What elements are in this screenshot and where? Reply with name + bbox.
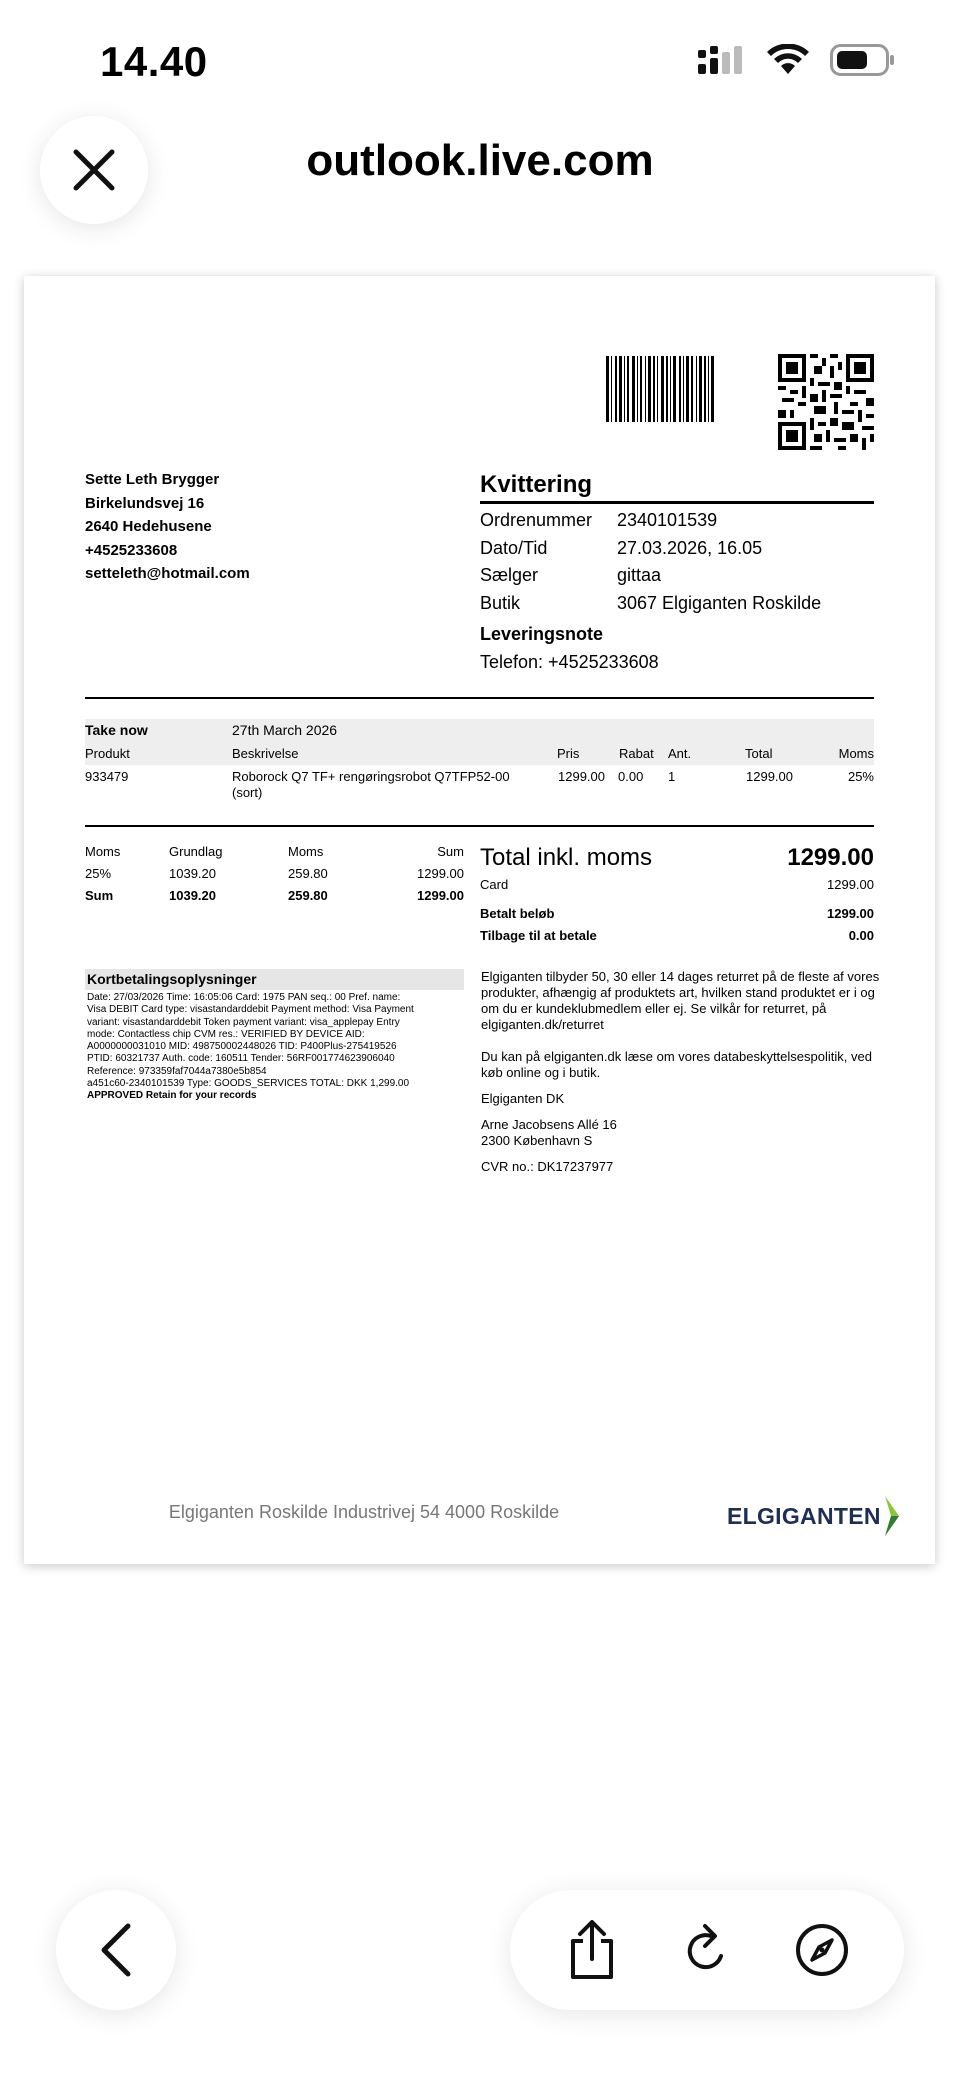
vat-col-moms2: Moms: [288, 844, 324, 859]
company-address-1: Arne Jacobsens Allé 16: [481, 1117, 617, 1132]
share-icon: [566, 1919, 618, 1981]
card-label: Card: [480, 877, 509, 892]
card-payment-line: A0000000031010 MID: 498750002448026 TID: P400Plus-275419526: [87, 1041, 397, 1053]
field-value: 3067 Elgiganten Roskilde: [617, 592, 822, 613]
footer-address: Elgiganten Roskilde Industrivej 54 4000 Roskilde: [168, 1502, 560, 1522]
vat-col-sum: Sum: [437, 844, 464, 859]
delivery-phone: Telefon: +4525233608: [480, 652, 659, 672]
item-total: 1299.00: [746, 769, 793, 784]
col-rabat: Rabat: [619, 746, 654, 761]
field-value: 27.03.2026, 16.05: [617, 537, 763, 558]
paid-label: Betalt beløb: [480, 906, 555, 921]
vat-sum-grundlag: 1039.20: [169, 888, 216, 903]
item-produkt: 933479: [85, 769, 129, 784]
col-beskrivelse: Beskrivelse: [232, 746, 299, 761]
card-payment-line: Reference: 973359faf7044a7380e5b854: [87, 1065, 267, 1077]
seller-row: [480, 562, 821, 590]
item-moms: 25%: [847, 769, 874, 784]
battery-icon: [830, 44, 896, 76]
field-label: Dato/Tid: [480, 537, 548, 558]
card-payment-title: Kortbetalingsoplysninger: [85, 969, 464, 990]
field-label: Ordrenummer: [480, 510, 593, 530]
back-button[interactable]: [56, 1890, 176, 2010]
privacy-policy: Du kan på elgiganten.dk læse om vores databeskyttelsespolitik, ved køb online og i butik.: [481, 1049, 872, 1080]
vat-rate: 25%: [85, 866, 112, 881]
vat-sum: 1299.00: [417, 866, 464, 881]
field-value: gittaa: [617, 565, 662, 585]
divider: [85, 697, 874, 699]
returns-policy: Elgiganten tilbyder 50, 30 eller 14 dages returret på de fleste af vores produkter, afhængig af produktets art, hvilken stand produktet er i og om du er kundeklubmedlem eller ej. Se vilkår for returret, på elgiganten.dk/returret: [481, 969, 880, 1032]
browser-toolbar: [510, 1890, 904, 2010]
signal-icon: [698, 44, 746, 76]
url-title: outlook.live.com: [306, 136, 654, 185]
card-payment-line: mode: Contactless chip CVM res.: VERIFIED BY DEVICE AID:: [87, 1028, 365, 1040]
due-label: Tilbage til at betale: [480, 928, 597, 943]
company-cvr: CVR no.: DK17237977: [481, 1159, 614, 1174]
compass-icon: [794, 1922, 850, 1978]
card-payment-line: PTID: 60321737 Auth. code: 160511 Tender: 56RF001774623906040: [87, 1053, 395, 1065]
customer-street: Birkelundsvej 16: [85, 494, 205, 512]
vat-sum-label: Sum: [85, 888, 114, 903]
store-info: [481, 969, 881, 1175]
col-moms: Moms: [838, 746, 874, 761]
item-beskrivelse-line: (sort): [232, 785, 263, 800]
due-value: 0.00: [848, 928, 874, 943]
col-total: Total: [745, 746, 773, 761]
qr-code: [778, 354, 874, 450]
item-rabat: 0.00: [618, 769, 644, 784]
vat-col-grundlag: Grundlag: [169, 844, 223, 859]
status-time: 14.40: [100, 38, 208, 85]
card-payment-line: APPROVED Retain for your records: [87, 1090, 257, 1102]
company-address-2: 2300 København S: [481, 1133, 593, 1148]
card-payment-line: a451c60-2340101539 Type: GOODS_SERVICES TOTAL: DKK 1,299.00: [87, 1078, 410, 1090]
take-now-date: 27th March 2026: [232, 722, 338, 738]
take-now-label: Take now: [85, 722, 148, 738]
total-label: Total inkl. moms: [480, 844, 653, 871]
date-time-row: [480, 535, 821, 563]
vat-amount: 259.80: [288, 866, 328, 881]
item-ant: 1: [668, 769, 676, 784]
field-label: Sælger: [480, 565, 539, 585]
elgiganten-logo: [727, 1494, 901, 1538]
item-beskrivelse: [232, 769, 510, 801]
customer-name: Sette Leth Brygger: [85, 471, 220, 488]
customer-city: 2640 Hedehusene: [85, 518, 212, 535]
reload-icon: [681, 1922, 733, 1978]
col-pris: Pris: [557, 746, 580, 761]
divider: [85, 825, 874, 827]
vat-sum-amount: 259.80: [288, 888, 328, 903]
vat-sum-total: 1299.00: [417, 888, 464, 903]
customer-address: [85, 468, 250, 586]
card-payment-line: Visa DEBIT Card type: visastandarddebit Payment method: Visa Payment: [87, 1004, 414, 1016]
paid-value: 1299.00: [827, 906, 874, 921]
receipt-document[interactable]: [24, 276, 935, 1564]
compass-button[interactable]: [786, 1914, 858, 1986]
col-produkt: Produkt: [85, 746, 130, 761]
barcode: [606, 356, 761, 422]
share-button[interactable]: [556, 1914, 628, 1986]
field-label: Butik: [480, 592, 521, 613]
field-value: 2340101539: [617, 510, 718, 530]
card-value: 1299.00: [827, 877, 874, 892]
card-payment-line: Date: 27/03/2026 Time: 16:05:06 Card: 1975 PAN seq.: 00 Pref. name:: [87, 992, 401, 1003]
receipt-title: Kvittering: [480, 471, 874, 504]
col-ant: Ant.: [668, 746, 692, 761]
card-payment-line: variant: visastandarddebit Token payment variant: visa_applepay Entry: [87, 1016, 400, 1028]
logo-text: ELGIGANTEN: [727, 1502, 881, 1529]
item-pris: 1299.00: [558, 769, 605, 784]
store-row: [480, 590, 821, 618]
card-payment-details: [87, 992, 465, 1103]
vat-grundlag: 1039.20: [169, 866, 216, 881]
receipt-fields: [480, 507, 821, 617]
total-value: 1299.00: [787, 844, 874, 871]
logo-chevron-icon: [883, 1494, 901, 1538]
status-icons: [698, 44, 896, 76]
vat-col-moms: Moms: [85, 844, 121, 859]
wifi-icon: [766, 44, 810, 76]
chevron-left-icon: [96, 1922, 136, 1978]
delivery-note-title: Leveringsnote: [480, 624, 604, 644]
reload-button[interactable]: [671, 1914, 743, 1986]
company-name: Elgiganten DK: [481, 1091, 565, 1106]
order-number-row: [480, 507, 821, 535]
customer-email: setteleth@hotmail.com: [85, 565, 250, 582]
item-beskrivelse-line: Roborock Q7 TF+ rengøringsrobot Q7TFP52-00: [232, 769, 510, 784]
customer-phone: +4525233608: [85, 541, 178, 559]
